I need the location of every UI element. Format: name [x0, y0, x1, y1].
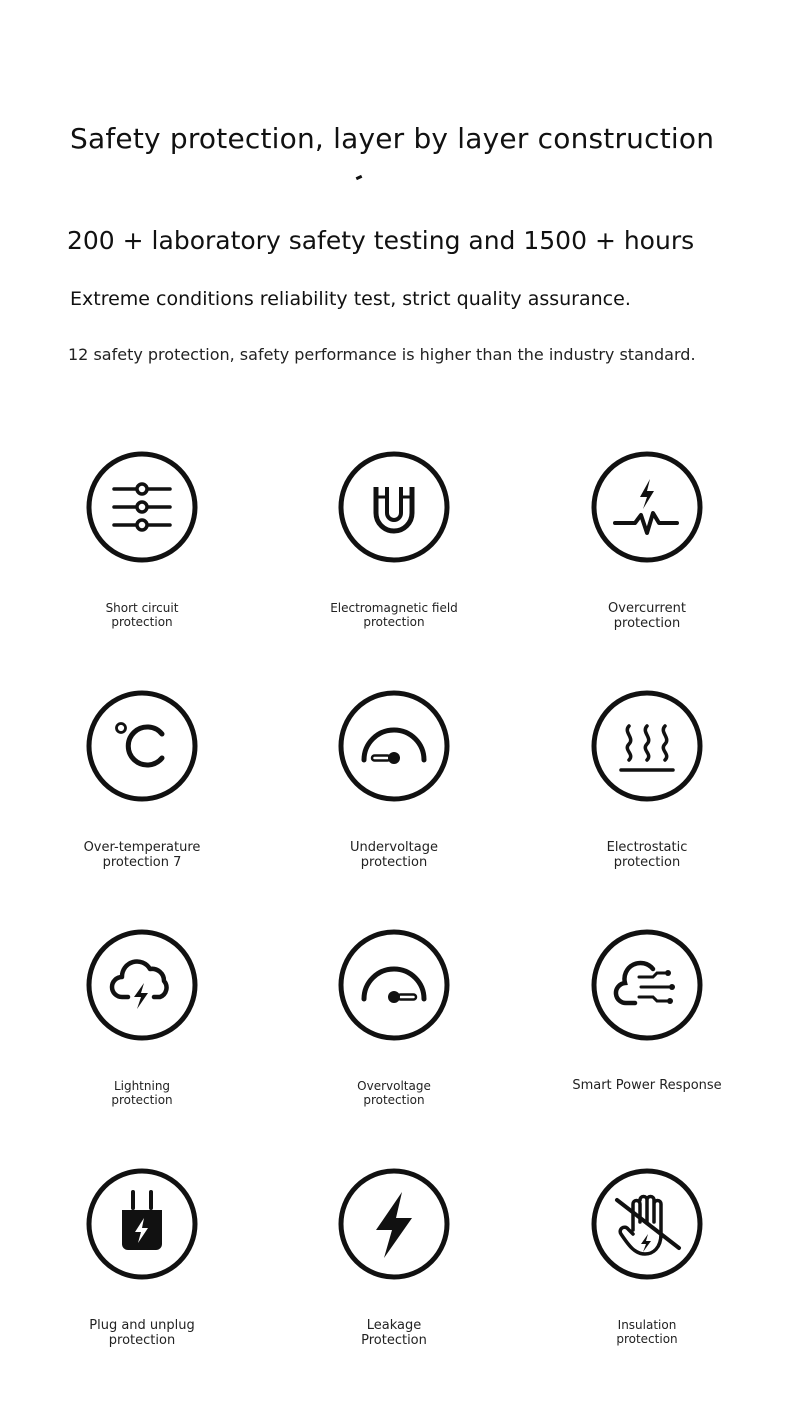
current-pulse-icon — [591, 451, 703, 563]
feature-label: Insulation protection — [616, 1318, 678, 1346]
feature-plug — [42, 1168, 242, 1348]
subtitle: Extreme conditions reliability test, strict quality assurance. — [70, 288, 631, 310]
feature-label: Overcurrent protection — [608, 601, 686, 631]
gauge-low-icon — [338, 690, 450, 802]
feature-label: Plug and unplug protection — [89, 1318, 195, 1348]
cloud-lightning-icon — [86, 929, 198, 1041]
lightning-bolt-icon — [338, 1168, 450, 1280]
feature-undervoltage — [294, 690, 494, 870]
feature-overvoltage — [294, 929, 494, 1107]
magnet-icon — [338, 451, 450, 563]
feature-label: Leakage Protection — [361, 1318, 427, 1348]
headline: 200 + laboratory safety testing and 1500 + hours — [67, 226, 695, 255]
feature-label: Over-temperature protection 7 — [83, 840, 201, 870]
note-text: 12 safety protection, safety performance is higher than the industry standard. — [68, 345, 696, 364]
celsius-icon — [86, 690, 198, 802]
decorative-mark — [356, 175, 363, 180]
feature-overcurrent — [547, 451, 747, 631]
heat-waves-icon — [591, 690, 703, 802]
gauge-high-icon — [338, 929, 450, 1041]
hand-insulation-icon — [591, 1168, 703, 1280]
feature-short-circuit — [42, 451, 242, 629]
feature-label: Short circuit protection — [105, 601, 179, 629]
feature-leakage — [294, 1168, 494, 1348]
short-circuit-sliders-icon — [86, 451, 198, 563]
feature-label: Electromagnetic field protection — [330, 601, 458, 629]
feature-label: Undervoltage protection — [350, 840, 438, 870]
feature-lightning — [42, 929, 242, 1107]
feature-smart-power — [547, 929, 747, 1093]
plug-icon — [86, 1168, 198, 1280]
feature-label: Lightning protection — [111, 1079, 173, 1107]
feature-label: Electrostatic protection — [606, 840, 688, 870]
feature-electrostatic — [547, 690, 747, 870]
feature-label: Overvoltage protection — [357, 1079, 431, 1107]
feature-over-temperature — [42, 690, 242, 870]
feature-electromagnetic — [294, 451, 494, 629]
feature-label: Smart Power Response — [572, 1078, 722, 1093]
feature-insulation — [547, 1168, 747, 1346]
page-title: Safety protection, layer by layer construction — [70, 122, 715, 155]
smart-cloud-circuit-icon — [591, 929, 703, 1041]
